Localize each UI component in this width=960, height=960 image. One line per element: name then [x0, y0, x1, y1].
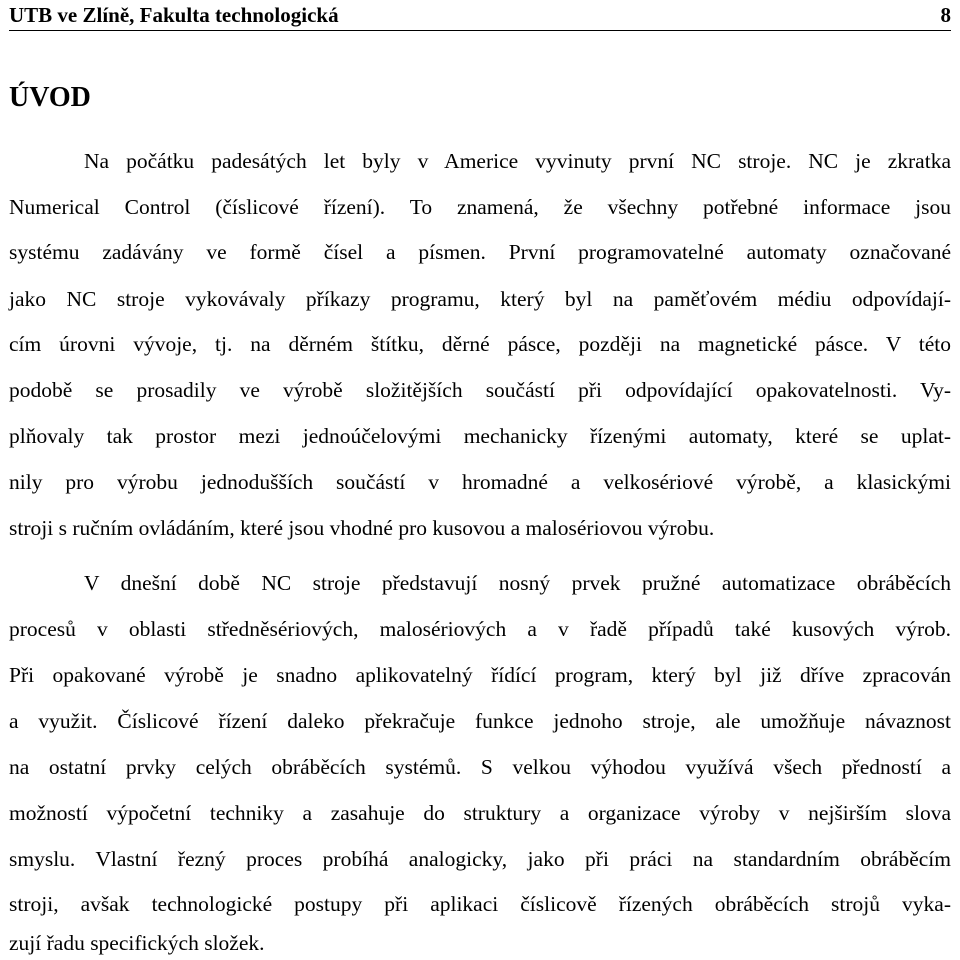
text-line: Na počátku padesátých let byly v Americe vyvinuty první NC stroje. NC je zkratka: [84, 149, 951, 173]
text-line: stroji, avšak technologické postupy při aplikaci číslicově řízených obráběcích strojů vyka-: [9, 892, 951, 916]
text-line: jako NC stroje vykovávaly příkazy programu, který byl na paměťovém médiu odpovídají-: [9, 287, 951, 311]
text-line: a využit. Číslicové řízení daleko překračuje funkce jednoho stroje, ale umožňuje návaznost: [9, 709, 951, 733]
text-line: Numerical Control (číslicové řízení). To znamená, že všechny potřebné informace jsou: [9, 195, 951, 219]
text-line: smyslu. Vlastní řezný proces probíhá analogicky, jako při práci na standardním obráběcím: [9, 847, 951, 871]
text-line: zují řadu specifických složek.: [9, 931, 265, 955]
text-line: plňovaly tak prostor mezi jednoúčelovými mechanicky řízenými automaty, které se uplat-: [9, 424, 951, 448]
text-line: Při opakované výrobě je snadno aplikovatelný řídící program, který byl již dříve zpracován: [9, 663, 951, 687]
text-line: systému zadávány ve formě čísel a písmen. První programovatelné automaty označované: [9, 240, 951, 264]
page-number: 8: [940, 3, 951, 27]
section-heading: ÚVOD: [9, 82, 91, 113]
page-header: [9, 0, 951, 31]
text-line: cím úrovni vývoje, tj. na děrném štítku, děrné pásce, později na magnetické pásce. V této: [9, 332, 951, 356]
text-line: stroji s ručním ovládáním, které jsou vhodné pro kusovou a malosériovou výrobu.: [9, 516, 715, 540]
text-line: podobě se prosadily ve výrobě složitějších součástí při odpovídající opakovatelnosti. Vy-: [9, 378, 951, 402]
header-title: UTB ve Zlíně, Fakulta technologická: [9, 3, 339, 27]
text-line: na ostatní prvky celých obráběcích systémů. S velkou výhodou využívá všech předností a: [9, 755, 951, 779]
text-line: V dnešní době NC stroje představují nosný prvek pružné automatizace obráběcích: [84, 571, 951, 595]
text-line: procesů v oblasti středněsériových, malosériových a v řadě případů také kusových výrob.: [9, 617, 951, 641]
text-line: nily pro výrobu jednodušších součástí v hromadné a velkosériové výrobě, a klasickými: [9, 470, 951, 494]
text-line: možností výpočetní techniky a zasahuje do struktury a organizace výroby v nejširším slova: [9, 801, 951, 825]
